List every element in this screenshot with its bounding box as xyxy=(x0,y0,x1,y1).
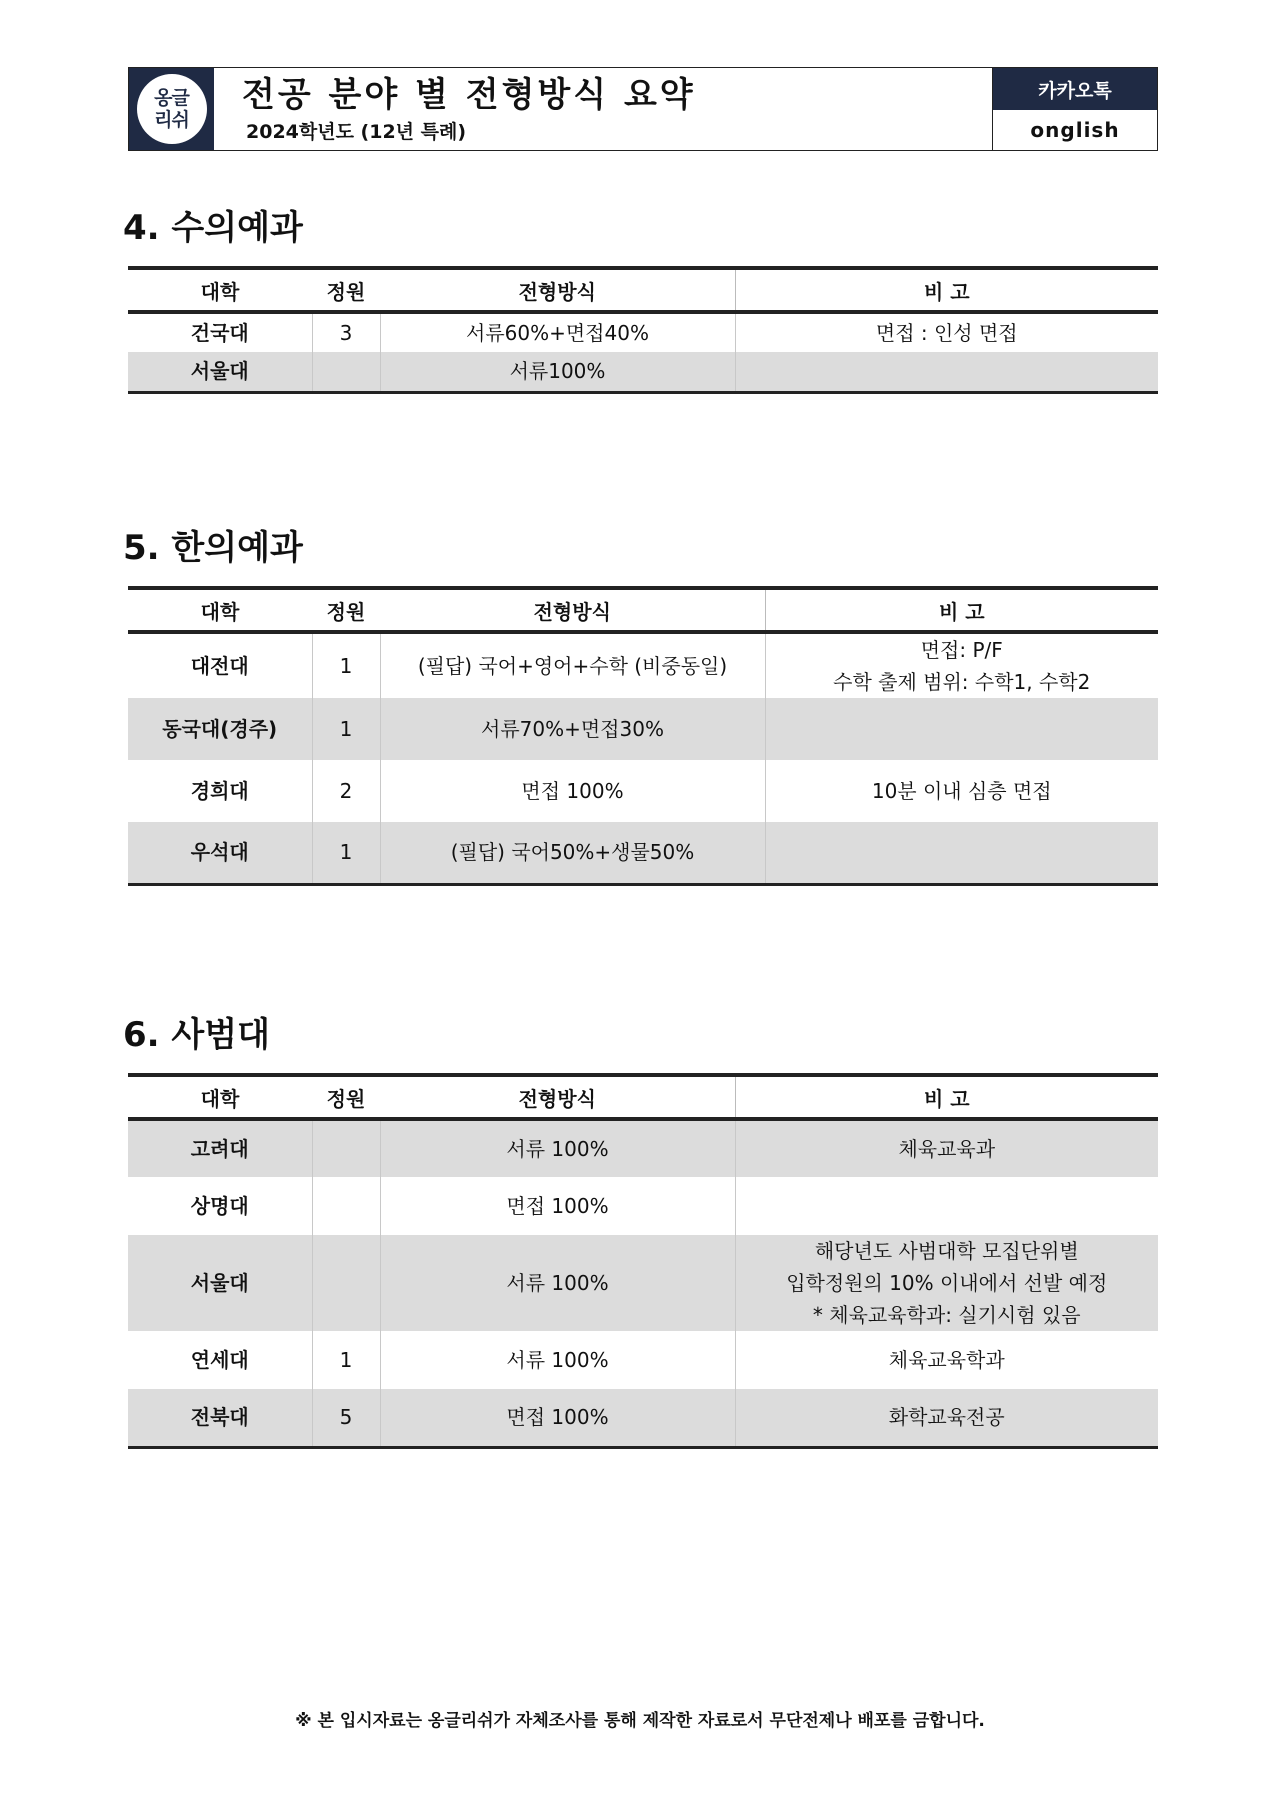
logo-text-top: 옹글 xyxy=(154,87,189,109)
cell-univ: 서울대 xyxy=(128,1235,312,1331)
table-row xyxy=(128,1331,1158,1389)
cell-method: 서류60%+면접40% xyxy=(380,312,735,352)
cell-note xyxy=(765,632,1158,698)
cell-note xyxy=(735,1119,1158,1177)
table-row xyxy=(128,822,1158,884)
cell-univ: 동국대(경주) xyxy=(128,698,312,760)
note-line: 화학교육전공 xyxy=(888,1405,1005,1430)
col-header-quota: 정원 xyxy=(312,588,380,632)
table-header-row xyxy=(128,268,1158,312)
cell-method: 면접 100% xyxy=(380,1389,735,1447)
cell-univ: 건국대 xyxy=(190,321,249,345)
cell-quota xyxy=(312,1177,380,1235)
logo xyxy=(129,68,214,150)
cell-univ: 우석대 xyxy=(128,822,312,884)
document-header xyxy=(128,67,1158,151)
cell-univ: 전북대 xyxy=(128,1389,312,1447)
cell-quota: 1 xyxy=(312,1331,380,1389)
cell-quota: 3 xyxy=(312,312,380,352)
cell-method: (필답) 국어+영어+수학 (비중동일) xyxy=(380,632,765,698)
note-line: 10분 이내 심층 면접 xyxy=(871,779,1052,803)
col-header-quota: 정원 xyxy=(312,268,380,312)
cell-univ: 경희대 xyxy=(190,779,249,803)
cell-method: 서류70%+면접30% xyxy=(380,698,765,760)
cell-method: 서류100% xyxy=(380,352,735,392)
cell-quota xyxy=(312,352,380,392)
cell-method: 면접 100% xyxy=(380,760,765,822)
cell-note xyxy=(735,312,1158,352)
copyright-notice: ※ 본 입시자료는 옹글리쉬가 자체조사를 통해 제작한 자료로서 무단전제나 배포를 금합니다. xyxy=(295,1711,985,1731)
table-education xyxy=(128,1073,1158,1449)
table-row xyxy=(128,1389,1158,1447)
table-row xyxy=(128,1177,1158,1235)
col-header-note: 비 고 xyxy=(735,268,1158,312)
cell-quota: 5 xyxy=(312,1389,380,1447)
table-row xyxy=(128,1235,1158,1331)
col-header-note: 비 고 xyxy=(735,1075,1158,1119)
note-line: 수학 출제 범위: 수학1, 수학2 xyxy=(833,670,1091,694)
cell-method: (필답) 국어50%+생물50% xyxy=(380,822,765,884)
note-line: 체육교육학과 xyxy=(888,1348,1005,1372)
cell-univ: 대전대 xyxy=(190,654,249,678)
cell-note xyxy=(765,698,1158,760)
cell-univ: 상명대 xyxy=(190,1194,249,1218)
table-header-row xyxy=(128,1075,1158,1119)
note-line: 입학정원의 10% 이내에서 선발 예정 xyxy=(786,1271,1108,1295)
col-header-univ: 대학 xyxy=(128,268,312,312)
brand-kakaotalk: 카카오톡 xyxy=(993,68,1157,110)
table-row xyxy=(128,698,1158,760)
table-row xyxy=(128,312,1158,352)
cell-method: 서류 100% xyxy=(380,1331,735,1389)
cell-note xyxy=(735,1389,1158,1447)
col-header-note: 비 고 xyxy=(765,588,1158,632)
note-line: * 체육교육학과: 실기시험 있음 xyxy=(812,1303,1081,1327)
cell-quota: 1 xyxy=(312,698,380,760)
page-title: 전공 분야 별 전형방식 요약 xyxy=(242,74,696,115)
cell-univ: 서울대 xyxy=(128,352,312,392)
title-box xyxy=(214,68,992,150)
table-row xyxy=(128,352,1158,392)
section-title-korean-medicine: 5. 한의예과 xyxy=(123,528,303,568)
cell-method: 서류 100% xyxy=(380,1235,735,1331)
cell-quota xyxy=(312,1235,380,1331)
brand-onglish: onglish xyxy=(1030,118,1120,142)
page-subtitle: 2024학년도 (12년 특례) xyxy=(246,120,467,143)
col-header-univ: 대학 xyxy=(128,1075,312,1119)
cell-quota xyxy=(312,1119,380,1177)
table-header-row xyxy=(128,588,1158,632)
note-line: 면접: P/F xyxy=(920,638,1003,662)
cell-note xyxy=(735,352,1158,392)
cell-univ: 연세대 xyxy=(190,1348,249,1372)
table-row xyxy=(128,760,1158,822)
cell-quota: 1 xyxy=(312,822,380,884)
logo-circle xyxy=(137,74,207,144)
cell-note xyxy=(735,1235,1158,1331)
cell-note xyxy=(765,760,1158,822)
table-row xyxy=(128,1119,1158,1177)
col-header-univ: 대학 xyxy=(128,588,312,632)
note-line: 체육교육과 xyxy=(898,1137,996,1161)
col-header-method: 전형방식 xyxy=(380,1075,735,1119)
note-line: 해당년도 사범대학 모집단위별 xyxy=(814,1239,1079,1263)
cell-method: 면접 100% xyxy=(380,1177,735,1235)
table-vet xyxy=(128,266,1158,394)
note-line: 면접 : 인성 면접 xyxy=(875,321,1018,345)
logo-text-bottom: 리쉬 xyxy=(154,109,189,131)
cell-method: 서류 100% xyxy=(380,1119,735,1177)
table-row xyxy=(128,632,1158,698)
col-header-quota: 정원 xyxy=(312,1075,380,1119)
section-title-vet: 4. 수의예과 xyxy=(123,208,303,248)
section-title-education: 6. 사범대 xyxy=(123,1015,270,1055)
brand-box xyxy=(992,68,1157,150)
col-header-method: 전형방식 xyxy=(380,268,735,312)
cell-univ: 고려대 xyxy=(128,1119,312,1177)
cell-quota: 1 xyxy=(312,632,380,698)
col-header-method: 전형방식 xyxy=(380,588,765,632)
cell-note xyxy=(735,1331,1158,1389)
cell-note xyxy=(735,1177,1158,1235)
cell-note xyxy=(765,822,1158,884)
table-korean-medicine xyxy=(128,586,1158,886)
cell-quota: 2 xyxy=(312,760,380,822)
